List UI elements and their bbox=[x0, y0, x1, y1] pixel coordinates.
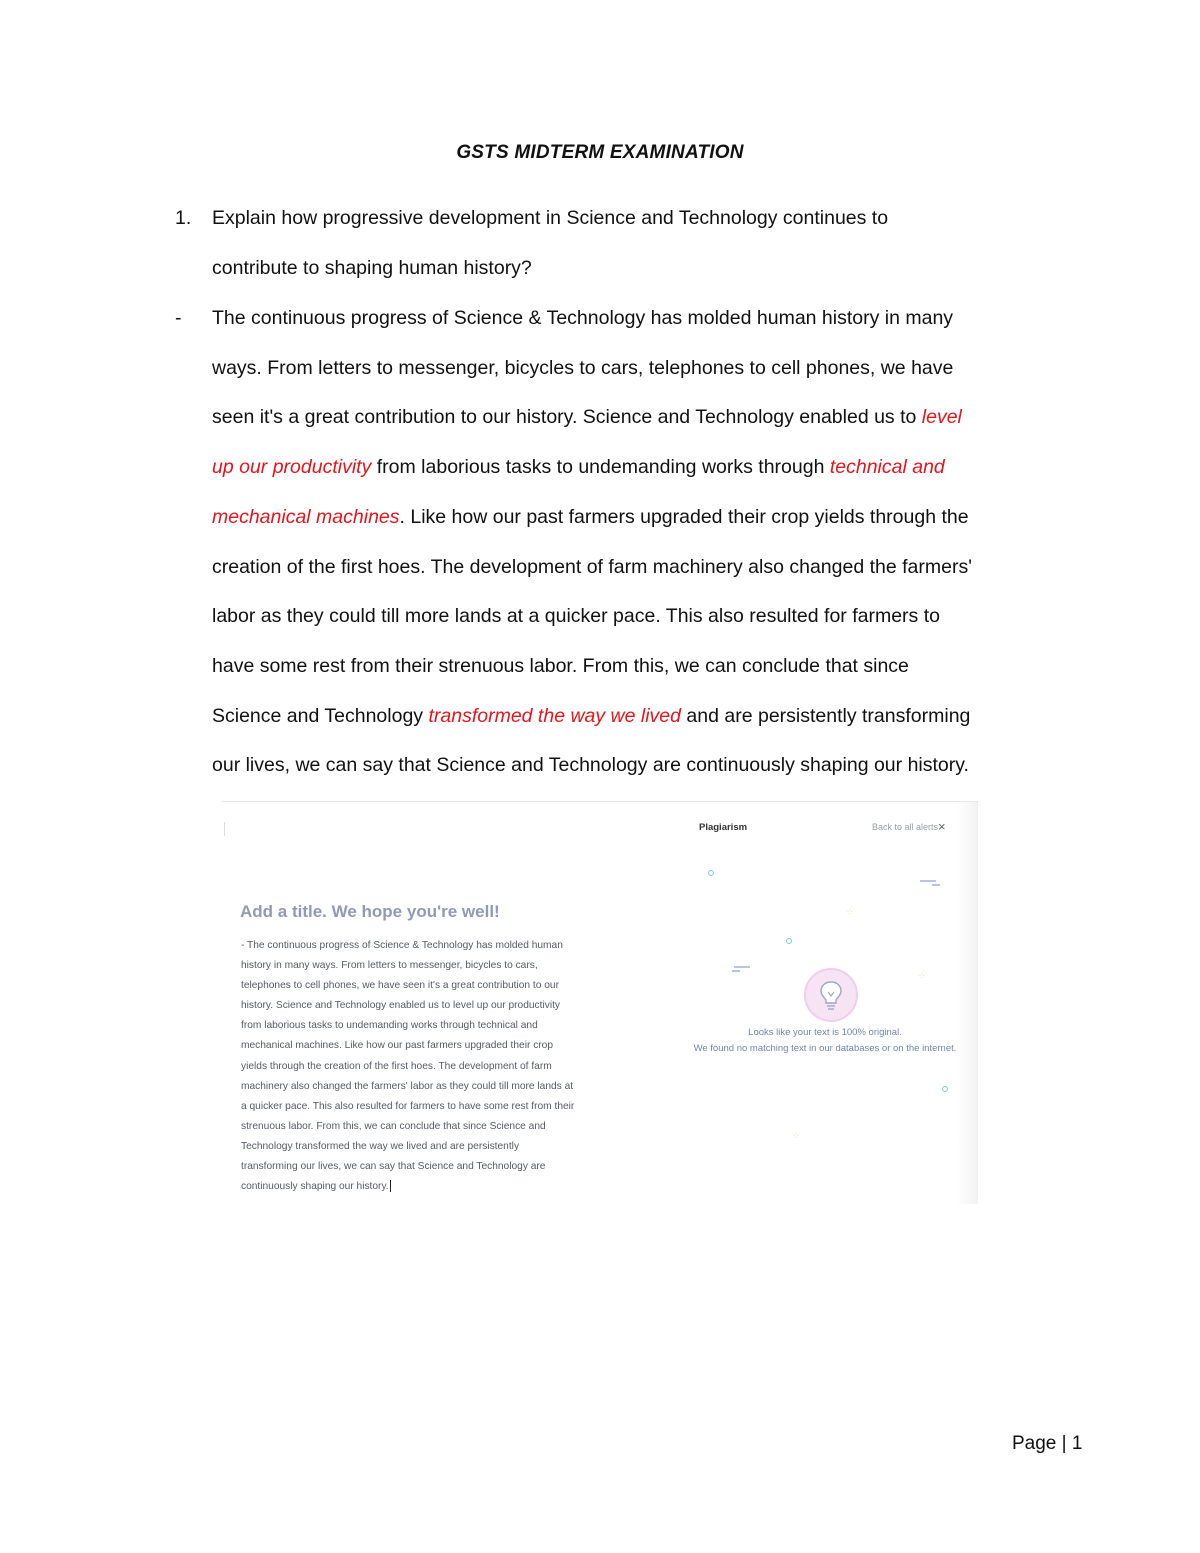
answer-line bbox=[212, 393, 1072, 443]
embedded-screenshot bbox=[222, 801, 978, 1204]
close-icon[interactable]: × bbox=[938, 819, 946, 834]
highlighted-phrase: level bbox=[921, 406, 962, 429]
decoration-dash bbox=[734, 966, 750, 968]
answer-segment: and are persistently transforming bbox=[681, 704, 971, 727]
editor-line: telephones to cell phones, we have seen it's a great contribution to our bbox=[241, 980, 559, 992]
plagiarism-panel bbox=[672, 802, 978, 1204]
lightbulb-icon bbox=[804, 968, 858, 1022]
highlighted-phrase: technical and bbox=[829, 456, 945, 479]
decoration-sparkle: ⁘ bbox=[792, 1131, 800, 1141]
editor-line: from laborious tasks to undemanding works through technical and bbox=[241, 1020, 538, 1032]
document-title: GSTS MIDTERM EXAMINATION bbox=[456, 142, 744, 163]
editor-line: history. Science and Technology enabled us to level up our productivity bbox=[241, 1000, 561, 1012]
answer-line: creation of the first hoes. The development of farm machinery also changed the farmers' bbox=[212, 555, 972, 578]
editor-line: history in many ways. From letters to messenger, bicycles to cars, bbox=[241, 960, 538, 972]
answer-segment: . Like how our past farmers upgraded their crop yields through the bbox=[399, 505, 969, 528]
back-to-alerts-link[interactable]: Back to all alerts bbox=[872, 822, 939, 832]
decoration-circle bbox=[786, 938, 792, 944]
editor-body[interactable] bbox=[241, 936, 621, 1197]
question-number: 1. bbox=[175, 207, 192, 229]
lightbulb-glyph bbox=[816, 979, 846, 1011]
answer-segment: seen it's a great contribution to our history. Science and Technology enabled us to bbox=[212, 406, 922, 429]
panel-title: Plagiarism bbox=[699, 822, 748, 833]
question-text bbox=[212, 194, 1072, 293]
answer-line bbox=[212, 443, 1072, 493]
decoration-sparkle: ⁘ bbox=[918, 971, 926, 981]
answer-line: our lives, we can say that Science and Technology are continuously shaping our history. bbox=[212, 754, 969, 777]
editor-line: mechanical machines. Like how our past farmers upgraded their crop bbox=[241, 1040, 554, 1052]
decoration-dash bbox=[932, 884, 940, 886]
decoration-dash bbox=[920, 880, 936, 882]
answer-line bbox=[212, 493, 1072, 543]
answer-line: The continuous progress of Science & Technology has molded human history in many bbox=[212, 307, 954, 329]
answer-line bbox=[212, 692, 1072, 742]
answer-segment: from laborious tasks to undemanding works through bbox=[371, 456, 830, 479]
result-headline: Looks like your text is 100% original. bbox=[748, 1027, 902, 1038]
editor-title[interactable]: Add a title. We hope you're well! bbox=[240, 902, 500, 921]
question-line: Explain how progressive development in Science and Technology continues to bbox=[212, 207, 889, 229]
highlighted-phrase: transformed the way we lived bbox=[428, 704, 681, 727]
page-number: Page | 1 bbox=[1012, 1433, 1083, 1454]
editor-line: a quicker pace. This also resulted for farmers to have some rest from their bbox=[241, 1100, 575, 1112]
highlighted-phrase: up our productivity bbox=[212, 456, 372, 479]
answer-line: labor as they could till more lands at a quicker pace. This also resulted for farmers to bbox=[212, 605, 940, 628]
editor-line bbox=[241, 1177, 621, 1197]
editor-line: transforming our lives, we can say that Science and Technology are bbox=[241, 1161, 546, 1173]
answer-bullet: - bbox=[175, 307, 182, 329]
editor-line: strenuous labor. From this, we can conclude that since Science and bbox=[241, 1120, 546, 1132]
decoration-sparkle: ⁘ bbox=[846, 907, 854, 917]
answer-line: ways. From letters to messenger, bicycles to cars, telephones to cell phones, we have bbox=[212, 356, 954, 379]
editor-line: Technology transformed the way we lived and are persistently bbox=[241, 1140, 520, 1152]
editor-margin-marker bbox=[224, 822, 225, 836]
highlighted-phrase: mechanical machines bbox=[212, 505, 400, 528]
editor-line: - The continuous progress of Science & Technology has molded human bbox=[241, 940, 563, 951]
question-line: contribute to shaping human history? bbox=[212, 256, 532, 279]
editor-line: yields through the creation of the first hoes. The development of farm bbox=[241, 1060, 552, 1072]
text-cursor bbox=[390, 1180, 391, 1192]
decoration-circle bbox=[942, 1086, 948, 1092]
editor-line-text: continuously shaping our history. bbox=[241, 1181, 389, 1193]
decoration-circle bbox=[708, 870, 714, 876]
editor-line: machinery also changed the farmers' labor as they could till more lands at bbox=[241, 1080, 574, 1092]
answer-line: have some rest from their strenuous labor. From this, we can conclude that since bbox=[212, 654, 909, 677]
result-detail: We found no matching text in our databases or on the internet. bbox=[693, 1043, 957, 1054]
answer-text bbox=[212, 294, 1072, 791]
panel-edge-shadow bbox=[956, 802, 978, 1204]
answer-segment: Science and Technology bbox=[212, 704, 429, 727]
decoration-dash bbox=[732, 970, 740, 972]
